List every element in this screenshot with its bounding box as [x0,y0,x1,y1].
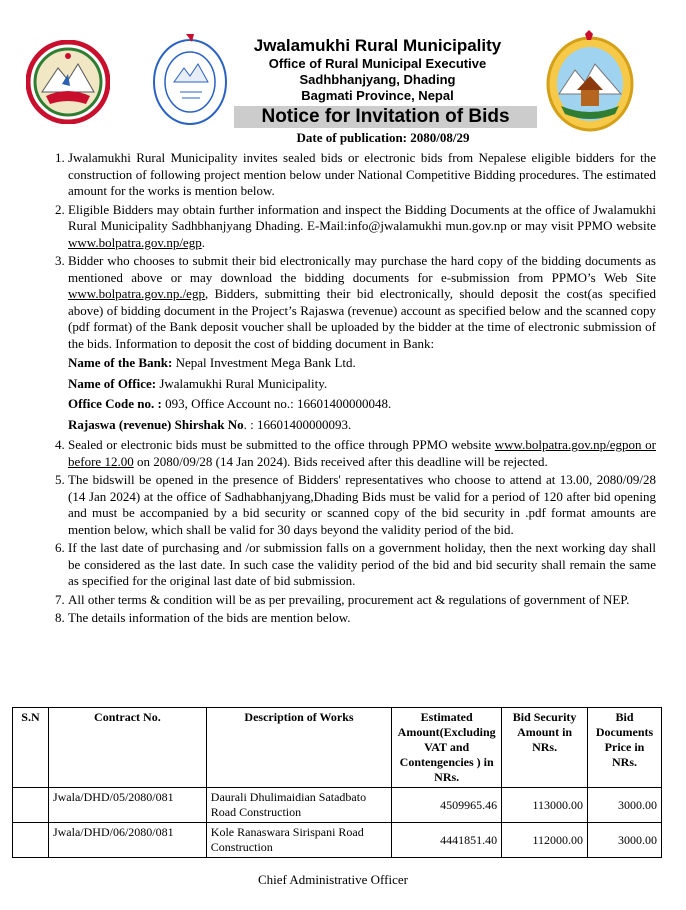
list-item: 4. Sealed or electronic bids must be submitted to the office through PPMO website www.bolpatra.gov.np/egpon or before 12.00 on 2080/09/28 (14 Jan 2024). Bids received after this deadline will be rejected. [68,437,656,470]
ppmo-egp-link[interactable]: www.bolpatra.gov.np/egpon or before 12.00 [68,437,656,469]
list-item: 8. The details information of the bids are mention below. [68,610,656,627]
table-row [13,823,662,858]
col-header: Estimated Amount(Excluding VAT and Contengencies ) in NRs. [392,708,502,788]
cell-security: 113000.00 [502,788,588,823]
notice-body [40,150,656,629]
notice-title: Notice for Invitation of Bids [234,106,537,128]
table-row [13,788,662,823]
cell-sn [13,823,49,858]
col-header: Description of Works [206,708,391,788]
list-item: 6. If the last date of purchasing and /or submission falls on a government holiday, then the next working day shall be considered as the last date. In such case the validity period of the bid and bid security shall remain the same as specified for the original last date of bid submission. [68,540,656,590]
cell-contract: Jwala/DHD/05/2080/081 [48,788,206,823]
office-name: Office of Rural Municipal Executive [268,56,487,71]
list-item: 1. Jwalamukhi Rural Municipality invites sealed bids or electronic bids from Nepalese eligible bidders for the construction of following project mention below under National Competitive Bidding procedures. The estimated amount for the works is mention below. [68,150,656,200]
cell-sn [13,788,49,823]
cell-doc-price: 3000.00 [588,823,662,858]
table-header-row [13,708,662,788]
rajaswa-number: Rajaswa (revenue) Shirshak No. : 16601400000093. [68,416,352,432]
bids-table [12,707,662,858]
notice-list [40,150,656,627]
col-header: Bid Security Amount in NRs. [502,708,588,788]
ppmo-link[interactable]: www.bolpatra.gov.np./egp [68,286,205,301]
signatory: Chief Administrative Officer [258,872,408,887]
cell-desc: Kole Ranaswara Sirispani Road Construction [206,823,391,858]
cell-security: 112000.00 [502,823,588,858]
col-header: Bid Documents Price in NRs. [588,708,662,788]
list-item: 7. All other terms & condition will be as per prevailing, procurement act & regulations of government of NEP. [68,592,656,609]
office-name-line: Name of Office: Jwalamukhi Rural Municipality. [68,375,328,391]
office-code: Office Code no. : 093, Office Account no.: 16601400000048. [68,396,392,411]
list-item: 2. Eligible Bidders may obtain further information and inspect the Bidding Documents at the office of Jwalamukhi Rural Municipality Sadhbhanjyang Dhading. E-Mail:info@jwalamukhi mun.gov.np or may visit PPMO website www.bolpatra.gov.np/egp. [68,202,656,252]
cell-estimate: 4509965.46 [392,788,502,823]
municipality-logo [545,30,635,134]
publication-date: Date of publication: 2080/08/29 [296,130,470,145]
cell-contract: Jwala/DHD/06/2080/081 [48,823,206,858]
col-header: Contract No. [48,708,206,788]
cell-estimate: 4441851.40 [392,823,502,858]
cell-desc: Daurali Dhulimaidian Satadbato Road Construction [206,788,391,823]
list-item: 5. The bidswill be opened in the presence of Bidders' representatives who choose to attend at 13.00, 2080/09/28 (14 Jan 2024) at the office of Sadhabhanjyang,Dhading Bids must be valid for a period of 120 after bid opening and must be accompanied by a bid security or scanned copy of the bid security in .pdf format amounts are mention below, which shall be valid for 30 days beyond the validity period of the bid. [68,472,656,538]
ppmo-link[interactable]: www.bolpatra.gov.np/egp [68,234,202,250]
nepal-emblem-seal [26,40,110,124]
col-header: S.N [13,708,49,788]
letterhead-titles [210,36,545,104]
letterhead [0,0,686,150]
list-item: 3. Bidder who chooses to submit their bid electronically may purchase the hard copy of the bidding documents as mentioned above or may download the bidding documents for e-submission from PPMO’s Web Site www.bolpatra.gov.np./egp, Bidders, submitting their bid electronically, should deposit the cost(as specified above) of bidding document in the Project’s Rajaswa (revenue) account as specified below and the scanned copy (pdf format) of the Bank deposit voucher shall be uploaded by the bidder at the time of electronic submission of the bids. Information to deposit the cost of bidding document in Bank: Name of the Bank: Nepal Investment Mega Bank Ltd. Name of Office: Jwalamukhi Rural Municipality. Office Code no. : 093, Office Account no.: 16601400000048. Rajaswa (revenue) Shirshak No. : 16601400000093. [68,253,656,433]
office-location: Sadhbhanjyang, Dhading [299,72,456,87]
bank-details [68,355,656,433]
bank-name: Name of the Bank: Nepal Investment Mega Bank Ltd. [68,355,356,370]
province-name: Bagmati Province, Nepal [301,88,454,103]
municipality-name: Jwalamukhi Rural Municipality [253,36,502,55]
cell-doc-price: 3000.00 [588,788,662,823]
